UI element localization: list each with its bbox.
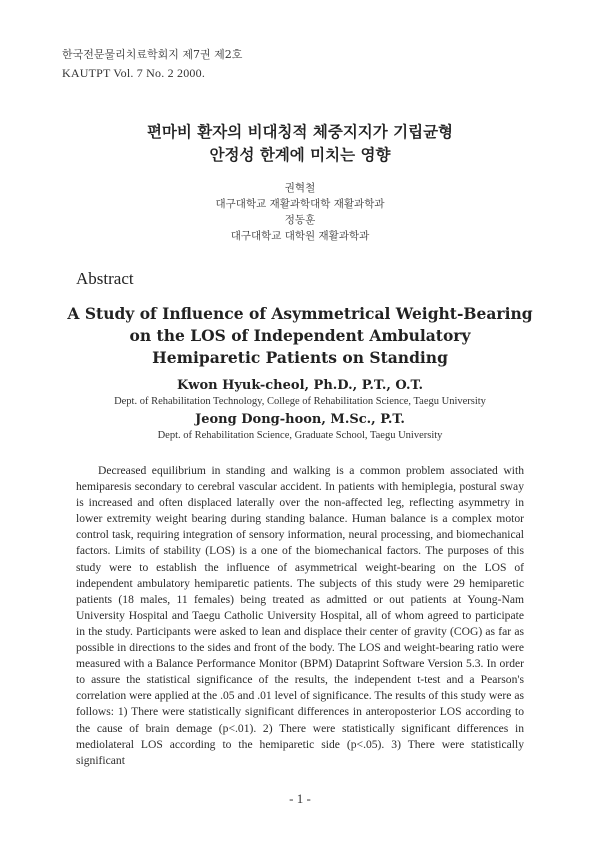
korean-author-2: 정동훈 bbox=[284, 214, 316, 226]
journal-korean-name: 한국전문물리치료학회지 제7권 제2호 bbox=[62, 48, 243, 61]
english-title-line-2: on the LOS of Independent Ambulatory bbox=[129, 326, 471, 345]
english-authors bbox=[0, 377, 600, 445]
abstract-body: Decreased equilibrium in standing and walking is a common problem associated with hemiparesis secondary to cerebral vascular accident. In patients with hemiplegia, postural sway is increased and often displaced laterally over the non-affected leg, reflecting asymmetry in lower extremity weight bearing during standing balance. Human balance is a complex motor control task, requiring integration of sensory information, neural processing, and biomechanical factors. Limits of stability (LOS) is a one of the biomechanical factors. The purposes of this study were to establish the influence of asymmetrical weight-bearing on the LOS of independent ambulatory hemiparetic patients. The subjects of this study were 29 hemiparetic patients (18 males, 11 females) being treated as admitted or out patients at Young-Nam University Hospital and Taegu Catholic University Hospital, all of whom agreed to participate in the study. Participants were asked to lean and displace their center of gravity (COG) as far as possible in directions to the sides and front of the body. The LOS and weight-bearing ratio were measured with a Balance Performance Monitor (BPM) Dataprint Software Version 5.3. In order to assure the statistical significance of the results, the independent t-test and a Pearson's correlation were applied at the .05 and .01 level of significance. The results of this study were as follows: 1) There were statistically significant differences in anteroposterior LOS according to the cause of brain demage (p<.01). 2) There were statistically significant differences in mediolateral LOS according to the hemiparetic side (p<.05). 3) There were statistically significant bbox=[76, 464, 524, 767]
korean-title bbox=[0, 120, 600, 166]
journal-header bbox=[62, 46, 242, 82]
english-author-2: Jeong Dong-hoon, M.Sc., P.T. bbox=[195, 412, 405, 427]
journal-citation: KAUTPT Vol. 7 No. 2 2000. bbox=[62, 66, 206, 80]
page-number: - 1 - bbox=[289, 791, 311, 806]
english-affiliation-1: Dept. of Rehabilitation Technology, College of Rehabilitation Science, Taegu University bbox=[114, 396, 486, 407]
korean-authors bbox=[0, 180, 600, 244]
english-title-line-3: Hemiparetic Patients on Standing bbox=[152, 348, 448, 367]
korean-affiliation-1: 대구대학교 재활과학대학 재활과학과 bbox=[215, 198, 385, 210]
english-author-1: Kwon Hyuk-cheol, Ph.D., P.T., O.T. bbox=[176, 378, 424, 393]
korean-affiliation-2: 대구대학교 대학원 재활과학과 bbox=[230, 230, 370, 242]
english-affiliation-2: Dept. of Rehabilitation Science, Graduate School, Taegu University bbox=[157, 430, 443, 441]
abstract-heading: Abstract bbox=[76, 269, 134, 288]
english-title-line-1: A Study of Influence of Asymmetrical Weight-Bearing bbox=[67, 304, 533, 323]
english-title bbox=[0, 303, 600, 369]
korean-title-line-1: 편마비 환자의 비대칭적 체중지지가 기립균형 bbox=[146, 122, 454, 141]
korean-title-line-2: 안정성 한계에 미치는 영향 bbox=[209, 145, 391, 164]
korean-author-1: 권혁철 bbox=[284, 182, 316, 194]
